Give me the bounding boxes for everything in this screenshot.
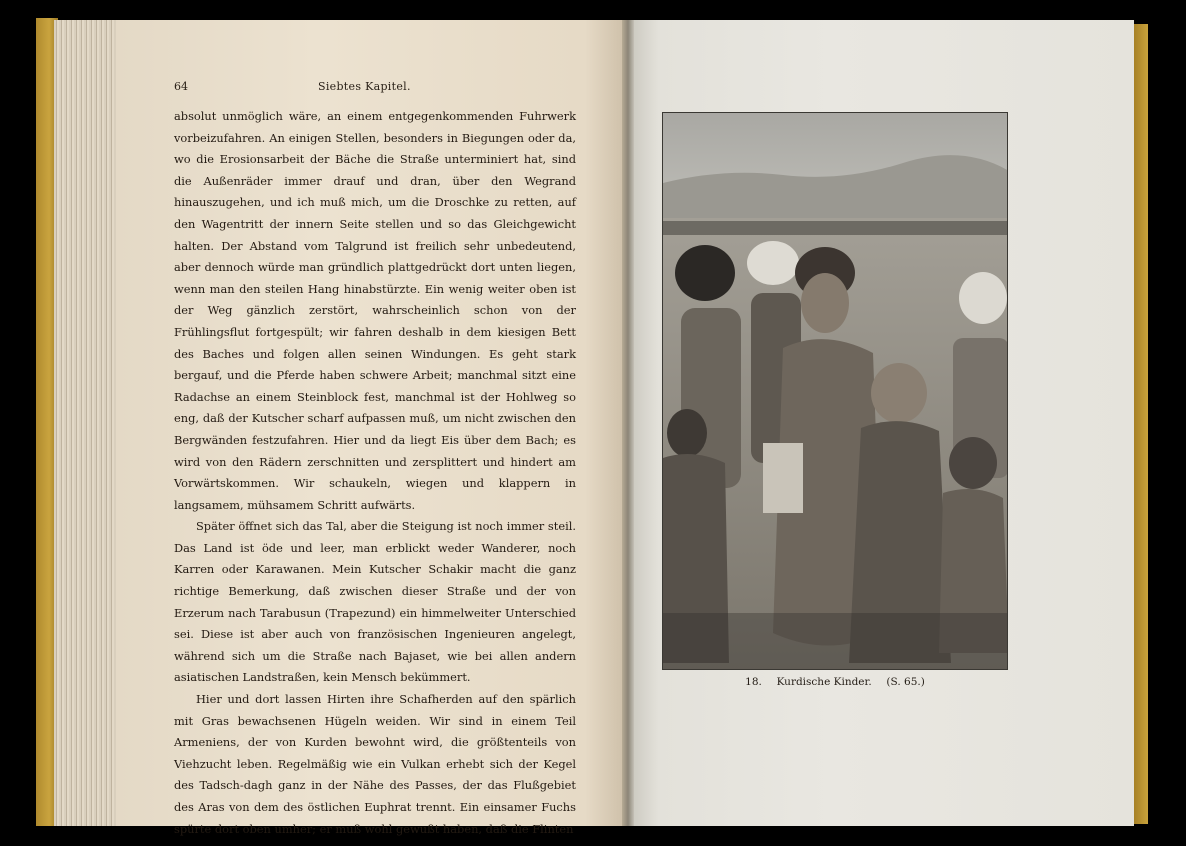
body-text xyxy=(174,106,576,840)
book-gutter xyxy=(622,20,634,826)
book-cover-right xyxy=(1134,24,1148,824)
paragraph: absolut unmöglich wäre, an einem entgegenkommenden Fuhrwerk vorbeizufahren. An einigen Stellen, besonders in Biegungen oder da, wo die Erosionsarbeit der Bäche die Straße unterminiert hat, sind die Außenräder immer drauf und dran, über den Wegrand hinauszugehen, und ich muß mich, um die Droschke zu retten, auf den Wagentritt der innern Seite stellen und so das Gleichgewicht halten. Der Abstand vom Talgrund ist freilich sehr unbedeutend, aber dennoch würde man gründlich plattgedrückt dort unten liegen, wenn man den steilen Hang hinabstürzte. Ein wenig weiter oben ist der Weg gänzlich zerstört, wahrscheinlich schon von der Frühlingsflut fortgespült; wir fahren deshalb in dem kiesigen Bett des Baches und folgen allen seinen Windungen. Es geht stark bergauf, und die Pferde haben schwere Arbeit; manchmal sitzt eine Radachse an einem Steinblock fest, manchmal ist der Hohlweg so eng, daß der Kutscher scharf aufpassen muß, um nicht zwischen den Bergwänden festzufahren. Hier und da liegt Eis über dem Bach; es wird von den Rädern zerschnitten und zersplittert und hindert am Vorwärtskommen. Wir schaukeln, wiegen und klappern in langsamem, mühsamem Schritt aufwärts. xyxy=(174,109,576,512)
photo-caption xyxy=(662,676,1008,688)
photograph-kurdish-children xyxy=(662,112,1008,670)
page-header xyxy=(174,80,572,96)
running-head: Siebtes Kapitel. xyxy=(318,80,411,93)
page-edges xyxy=(54,20,124,826)
page-number: 64 xyxy=(174,80,188,93)
paragraph: Hier und dort lassen Hirten ihre Schafherden auf den spärlich mit Gras bewachsenen Hügeln weiden. Wir sind in einem Teil Armeniens, der von Kurden bewohnt wird, die größtenteils von Viehzucht leben. Regelmäßig wie ein Vulkan erhebt sich der Kegel des Tadsch-dagh ganz in der Nähe des Passes, der das Flußgebiet des Aras von dem des östlichen Euphrat trennt. Ein einsamer Fuchs spürte dort oben umher; er muß wohl gewußt haben, daß die Flinten xyxy=(174,692,576,836)
caption-page-reference: (S. 65.) xyxy=(886,676,925,688)
paragraph: Später öffnet sich das Tal, aber die Steigung ist noch immer steil. Das Land ist öde und leer, man erblickt weder Wanderer, noch Karren oder Karawanen. Mein Kutscher Schakir macht die ganz richtige Bemerkung, daß zwischen dieser Straße und der von Erzerum nach Tarabusun (Trapezund) ein himmelweiter Unterschied sei. Diese ist aber auch von französischen Ingenieuren angelegt, während sich um die Straße nach Bajaset, wie bei allen andern asiatischen Landstraßen, kein Mensch bekümmert. xyxy=(174,519,576,685)
caption-title: Kurdische Kinder. xyxy=(776,676,872,688)
photo-illustration xyxy=(663,113,1008,670)
caption-number: 18. xyxy=(745,676,762,688)
